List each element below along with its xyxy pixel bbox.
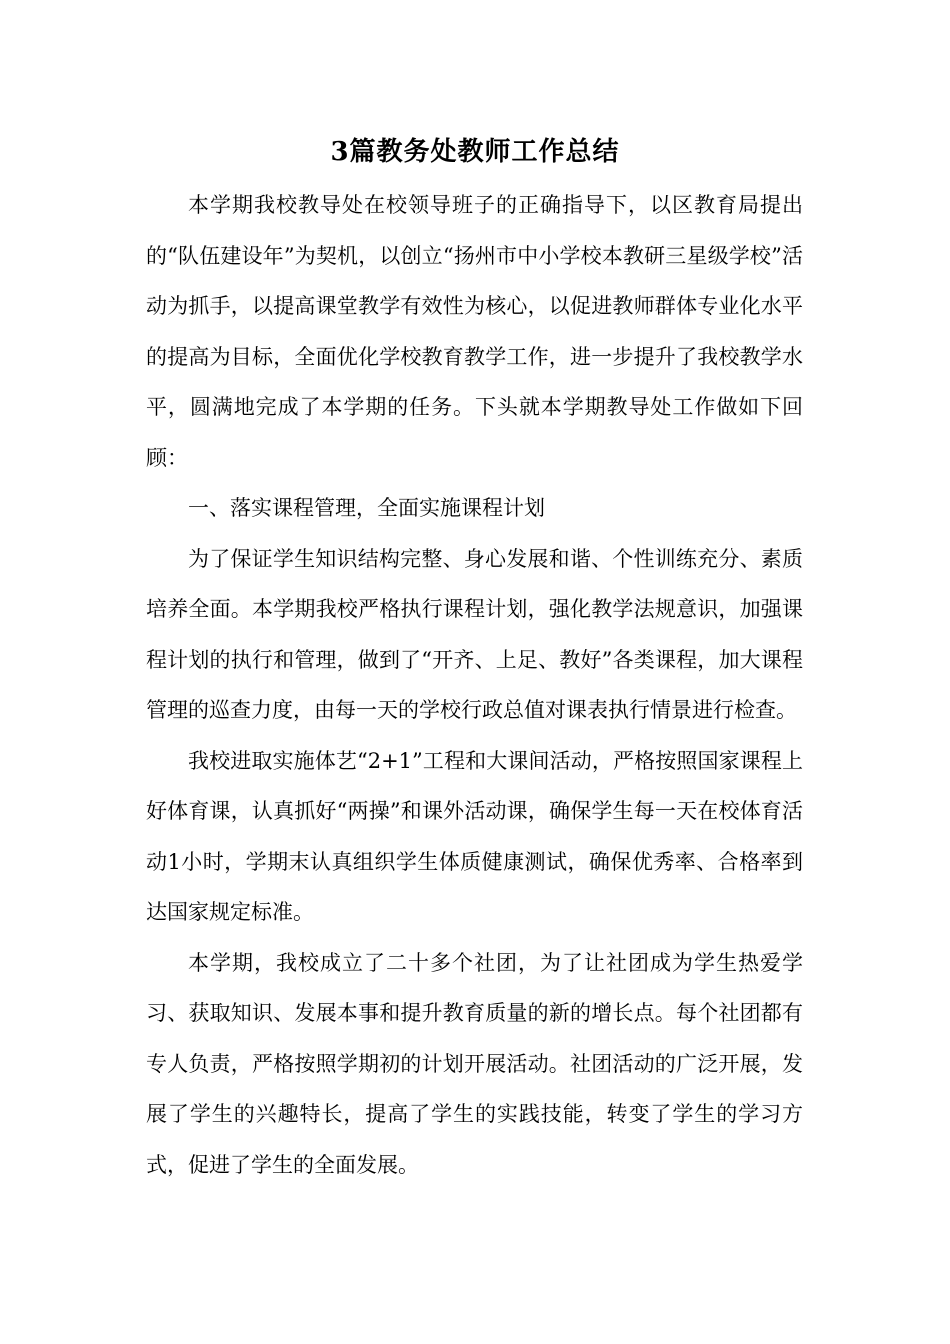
paragraph-curriculum: 为了保证学生知识结构完整、身心发展和谐、个性训练充分、素质培养全面。本学期我校严格执行课程计划，强化教学法规意识，加强课程计划的执行和管理，做到了“开齐、上足、教好”各类课程，加大课程管理的巡查力度，由每一天的学校行政总值对课表执行情景进行检查。 bbox=[146, 546, 803, 722]
document-body bbox=[146, 180, 803, 1190]
paragraph-intro: 本学期我校教导处在校领导班子的正确指导下，以区教育局提出的“队伍建设年”为契机，以创立“扬州市中小学校本教研三星级学校”活动为抓手，以提高课堂教学有效性为核心，以促进教师群体专业化水平的提高为目标，全面优化学校教育教学工作，进一步提升了我校教学水平，圆满地完成了本学期的任务。下头就本学期教导处工作做如下回顾： bbox=[146, 193, 803, 470]
paragraph-sports: 我校进取实施体艺“2+1”工程和大课间活动，严格按照国家课程上好体育课，认真抓好“两操”和课外活动课，确保学生每一天在校体育活动1小时，学期末认真组织学生体质健康测试，确保优秀率、合格率到达国家规定标准。 bbox=[146, 748, 803, 924]
section-heading-1: 一、落实课程管理，全面实施课程计划 bbox=[188, 496, 545, 520]
document-title: 3篇教务处教师工作总结 bbox=[330, 137, 620, 167]
paragraph-clubs: 本学期，我校成立了二十多个社团，为了让社团成为学生热爱学习、获取知识、发展本事和提升教育质量的新的增长点。每个社团都有专人负责，严格按照学期初的计划开展活动。社团活动的广泛开展，发展了学生的兴趣特长，提高了学生的实践技能，转变了学生的学习方式，促进了学生的全面发展。 bbox=[146, 950, 803, 1177]
